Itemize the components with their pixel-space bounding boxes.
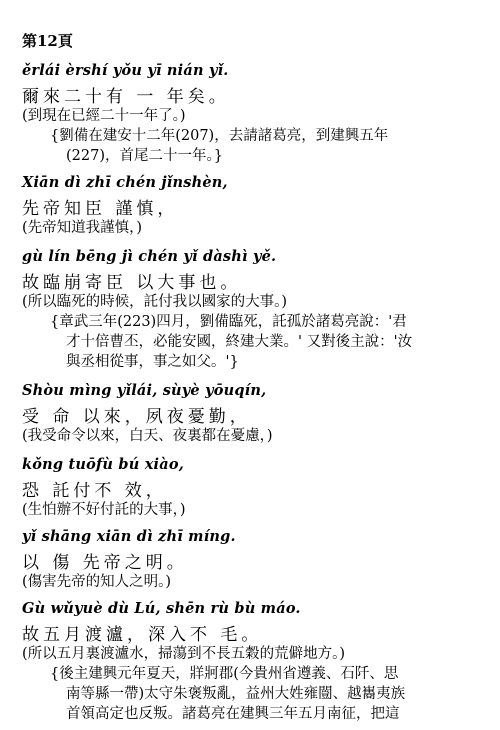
classical-text-line: 爾來二十有 一 年矣。 [22,87,230,107]
note-line: (227)，首尾二十一年。} [66,148,223,164]
note-line: 才十倍曹丕，必能安國，終建大業。' 又對後主說：'汝 [66,334,413,350]
translation-line: (生怕辦不好付託的大事，) [22,502,186,518]
translation-line: (先帝知道我謹慎，) [22,220,143,236]
pinyin-line: Shòu mìng yǐlái, sùyè yōuqín, [22,382,267,399]
pinyin-line: Xiān dì zhī chén jǐnshèn, [22,174,228,191]
translation-line: (到現在已經二十一年了。) [22,108,186,124]
note-line: 南等縣一帶)太守朱褒叛亂，益州大姓雍闓、越巂夷族 [66,686,406,702]
page-header: 第12頁 [22,32,73,50]
classical-text-line: 受 命 以來，夙夜憂勤， [22,407,251,427]
pinyin-line: gù lín bēng jì chén yǐ dàshì yě. [22,248,277,265]
pinyin-line: ěrlái èrshí yǒu yī nián yǐ. [22,62,229,79]
note-line: {後主建興元年夏天，牂牁郡(今貴州省遵義、石阡、思 [50,666,399,682]
classical-text-line: 故臨崩寄臣 以大事也。 [22,273,242,293]
translation-line: (所以臨死的時候，託付我以國家的大事。) [22,294,288,310]
note-line: 與丞相從事，事之如父。'} [66,354,239,370]
translation-line: (我受命令以來，白天、夜裏都在憂慮，) [22,428,273,444]
pinyin-line: yǐ shāng xiān dì zhī míng. [22,528,236,545]
pinyin-line: Gù wǔyuè dù Lú, shēn rù bù máo. [22,600,301,617]
classical-text-line: 恐 託付不 效， [22,481,167,501]
classical-text-line: 以 傷 先帝之明。 [22,553,188,573]
note-line: {劉備在建安十二年(207)，去請諸葛亮，到建興五年 [50,128,389,144]
note-line: {章武三年(223)四月，劉備臨死，託孤於諸葛亮說：'君 [50,314,407,330]
classical-text-line: 故五月渡瀘，深入不 毛。 [22,625,263,645]
classical-text-line: 先帝知臣 謹慎， [22,199,179,219]
note-line: 首領高定也反叛。諸葛亮在建興三年五月南征，把這 [66,706,400,722]
pinyin-line: kǒng tuōfù bú xiào, [22,456,184,473]
translation-line: (傷害先帝的知人之明。) [22,574,172,590]
translation-line: (所以五月裏渡瀘水，掃蕩到不長五穀的荒僻地方。) [22,646,346,662]
